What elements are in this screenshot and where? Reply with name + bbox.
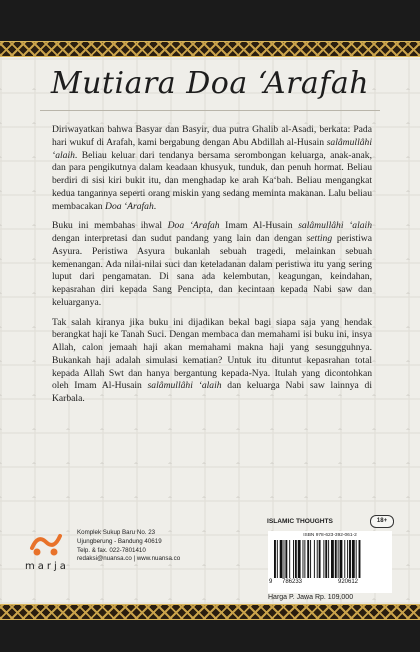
publisher-address-line: Komplek Sukup Baru No. 23 [77,529,156,536]
barcode-bar [325,540,327,578]
italic-term: salâmullâhi ‘alaih [298,220,373,232]
ornamental-border-bottom [0,604,420,620]
barcode-bar [356,540,357,578]
barcode [268,531,392,593]
blurb-paragraph: Tak salah kiranya jika buku ini dijadikan bekal bagi siapa saja yang hendak berangkat haji ke Tanah Suci. Dengan membaca dan memahami isi buku ini, insya Allah, calon jemaah haji akan memahami makna haji yang sesungguhnya. Bukankah haji adalah simulasi kematian? Untuk itu dituntut kepasrahan total kepada Allah Swt dan hanya bergantung kepada-Nya. Itulah yang dicontohkan oleh Imam Al-Husain salâmullâhi ‘alaih dan keluarga Nabi saw lainnya di Karbala. [52,316,373,404]
blurb-paragraph: Buku ini membahas ihwal Doa ‘Arafah Imam Al-Husain salâmullâhi ‘alaih dengan interpretasi dan sudut pandang yang lain dan dengan setting peristiwa Asyura. Peristiwa Asyura bukanlah sebuah tragedi, melainkan sebuah kemenangan. Ada nilai-nilai suci dan keteladanan dalam peristiwa itu yang sering luput dari pengamatan. Di sana ada kelembutan, keagungan, keindahan, kepasrahan diri kepada Sang Pencipta, dan kecintaan kepada Nabi saw dan keluarganya. [52,220,373,308]
isbn-text: ISBN 978-623-392-061-2 [303,533,357,538]
barcode-bar [347,540,348,578]
barcode-bar [328,540,329,578]
barcode-bar [298,540,301,578]
barcode-bar [340,540,343,578]
barcode-bar [274,540,276,578]
series-label: ISLAMIC THOUGHTS [267,518,333,525]
barcode-bar [331,540,334,578]
ornamental-border-top [0,41,420,57]
title-divider [40,110,380,111]
barcode-bar [352,540,355,578]
italic-term: Doa ‘Arafah [105,200,154,212]
barcode-bar [284,540,285,578]
barcode-bar [314,540,315,578]
barcode-bar [359,540,361,578]
price-label: Harga P. Jawa Rp. 109.000 [268,594,354,601]
barcode-bar [344,540,345,578]
italic-term: Doa ‘Arafah [167,220,220,232]
barcode-bar [319,540,321,578]
barcode-digit-first: 9 [269,579,273,585]
publisher-phone: Telp. & fax. 022-7801410 [77,546,146,554]
publisher-contact: redaksi@nuansa.co | www.nuansa.co [77,555,181,563]
barcode-bar [285,540,287,578]
publisher-logo [20,524,74,580]
barcode-bar [295,540,297,578]
barcode-bar [293,540,294,578]
marja-logo-icon [28,528,64,558]
barcode-bars [274,540,388,578]
blurb [52,124,372,413]
barcode-bar [289,540,290,578]
barcode-bar [310,540,311,578]
barcode-bar [317,540,318,578]
barcode-bar [277,540,278,578]
italic-term: salâmullâhi ‘alaih [52,136,372,161]
italic-term: salâmullâhi ‘alaih [147,380,222,392]
barcode-bar [323,540,324,578]
cover-title: Mutiara Doa ‘Arafah [50,66,370,101]
publisher-address-line: Ujungberung - Bandung 40619 [77,537,162,545]
logo-wordmark: marja [25,561,69,572]
barcode-digits-left: 786233 [282,579,303,585]
age-rating-badge: 18+ [370,515,394,528]
barcode-bar [307,540,309,578]
barcode-bar [335,540,337,578]
barcode-bar [280,540,283,578]
italic-term: setting [306,233,333,244]
barcode-digits-right: 920612 [338,579,359,585]
barcode-bar [349,540,351,578]
barcode-bar [304,540,305,578]
barcode-bar [303,540,304,578]
publisher-info [77,529,237,564]
blurb-paragraph: Diriwayatkan bahwa Basyar dan Basyir, dua putra Ghalib al-Asadi, berkata: Pada hari wukuf di Arafah, kami bergabung dengan Abu Abdillah al-Husain salâmullâhi ‘alaih. Beliau keluar dari tendanya bersama serombongan keluarga, anak-anak, dan para pengikutnya dalam keadaan khusyuk, tunduk, dan penuh hormat. Beliau berdiri di sisi kiri bukit itu, dan menghadap ke arah Ka‘bah. Beliau mengangkat kedua tangannya seperti orang miskin yang sedang meminta makanan. Lalu beliau membacakan Doa ‘Arafah. [52,124,372,212]
barcode-bar [338,540,339,578]
